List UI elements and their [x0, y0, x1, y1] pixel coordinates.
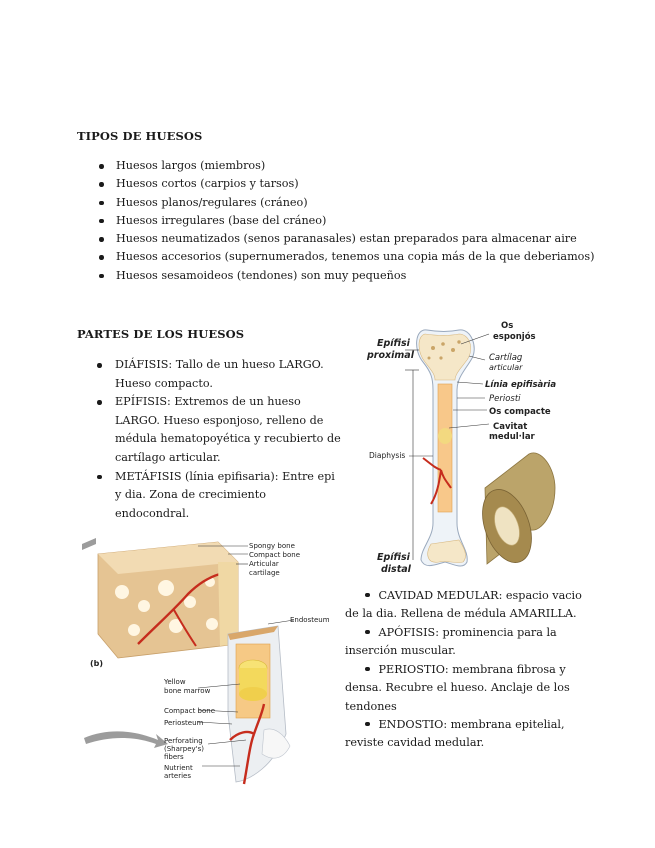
section-title-tipos: TIPOS DE HUESOS: [77, 129, 203, 143]
list-item: Huesos neumatizados (senos paranasales) estan preparados para almacenar aire: [99, 230, 619, 248]
list-item: Huesos planos/regulares (cráneo): [99, 194, 619, 212]
list-item: EPÍFISIS: Extremos de un hueso LARGO. Hueso esponjoso, relleno de médula hematopoyética y recubierto de cartílago articular.: [97, 393, 342, 467]
bullet-icon: [365, 630, 370, 635]
label-nutrient-arteries: Nutrient: [164, 764, 193, 772]
label-perforating: Perforating: [164, 737, 203, 745]
label-yellow-marrow: Yellow: [164, 678, 186, 686]
arrow-icon: [82, 538, 96, 550]
label-nutrient-arteries-2: arteries: [164, 772, 191, 780]
label-endosteum: Endosteum: [290, 616, 330, 624]
bone-section-figure: [78, 534, 340, 790]
bullet-icon: [365, 593, 370, 598]
label-os-compacte: Os compacte: [489, 407, 551, 417]
label-epifisi-distal: Epífisi: [377, 552, 410, 563]
label-cavitat: Cavitat: [493, 422, 528, 432]
list-item: Huesos sesamoideos (tendones) son muy pequeños: [99, 267, 619, 285]
medullary-cavity: [438, 384, 452, 512]
section-title-partes: PARTES DE LOS HUESOS: [77, 327, 245, 341]
list-item: Huesos accesorios (supernumerados, tenemos una copia más de la que deberiamos): [99, 248, 619, 266]
label-os-esponjos-2: esponjós: [493, 332, 536, 342]
label-compact-bone-bottom: Compact bone: [164, 707, 216, 715]
label-cartilag: Cartílag: [489, 353, 523, 363]
long-bone-figure: [345, 318, 580, 580]
label-perforating-2: (Sharpey's): [164, 745, 204, 753]
label-yellow-marrow-2: bone marrow: [164, 687, 211, 695]
list-item: Huesos cortos (carpios y tarsos): [99, 175, 619, 193]
bone-cross-section: [473, 453, 555, 569]
list-item: Huesos irregulares (base del cráneo): [99, 212, 619, 230]
label-articular-cartilage: Articular: [249, 560, 279, 568]
label-diaphysis: Diaphysis: [369, 451, 406, 460]
bone-shaft-block: [228, 626, 290, 784]
paragraph-text: CAVIDAD MEDULAR: espacio vacio de la dia. Rellena de médula AMARILLA.: [345, 589, 582, 621]
label-spongy-bone: Spongy bone: [249, 542, 295, 550]
label-cavitat-2: medul·lar: [489, 432, 535, 442]
spongy-bone-block: [98, 542, 238, 658]
label-periosteum: Periosteum: [164, 719, 204, 727]
label-periosti: Periosti: [489, 394, 521, 404]
label-compact-bone-top: Compact bone: [249, 551, 301, 559]
bone-parts-list: [97, 356, 342, 523]
label-perforating-3: fibers: [164, 753, 184, 761]
label-epifisi-proximal-2: proximal: [367, 350, 414, 361]
bone-types-list: [99, 157, 619, 285]
panel-label: (b): [90, 659, 104, 668]
bullet-icon: [365, 722, 370, 727]
label-os-esponjos: Os: [501, 321, 514, 331]
spongy-bone-distal: [428, 540, 466, 563]
paragraph-text: PERIOSTIO: membrana fibrosa y densa. Recubre el hueso. Anclaje de los tendones: [345, 663, 570, 713]
label-epifisi-distal-2: distal: [381, 564, 411, 575]
list-item: Huesos largos (miembros): [99, 157, 619, 175]
bullet-icon: [365, 667, 370, 672]
list-item: DIÁFISIS: Tallo de un hueso LARGO. Hueso compacto.: [97, 356, 342, 393]
list-item: METÁFISIS (línia epifisaria): Entre epi y dia. Zona de crecimiento endocondral.: [97, 468, 342, 524]
paragraph-apofisis: [345, 624, 583, 661]
paragraph-cavidad: [345, 587, 583, 624]
paragraph-periostio: [345, 661, 583, 716]
paragraph-text: ENDOSTIO: membrana epitelial, reviste cavidad medular.: [345, 718, 565, 750]
label-epifisi-proximal: Epífisi: [377, 338, 410, 349]
label-cartilag-2: articular: [489, 363, 523, 372]
curved-arrow-icon: [84, 731, 168, 748]
label-linia: Línia epifisària: [485, 380, 557, 390]
paragraph-endostio: [345, 716, 583, 753]
paragraph-text: APÓFISIS: prominencia para la inserción muscular.: [345, 626, 557, 658]
label-articular-cartilage-2: cartilage: [249, 569, 280, 577]
